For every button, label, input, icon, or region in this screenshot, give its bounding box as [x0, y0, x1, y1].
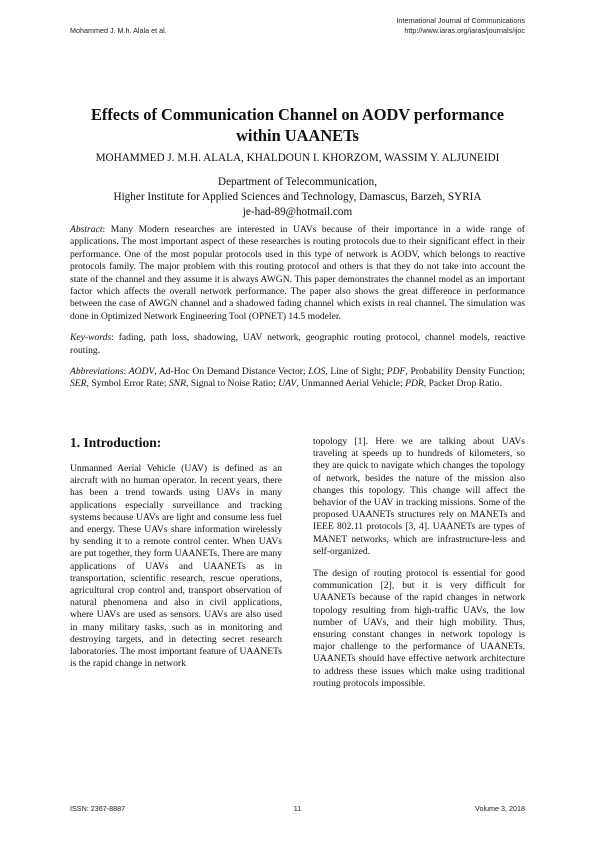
journal-name: International Journal of Communications	[396, 16, 525, 25]
abstract	[70, 224, 525, 323]
left-column	[70, 435, 282, 680]
abbreviation-definition: , Unmanned Aerial Vehicle;	[296, 378, 406, 390]
abbreviation-term: AODV	[128, 366, 155, 378]
abbreviation-definition: , Packet Drop Ratio.	[423, 378, 502, 390]
section-heading: 1. Introduction:	[70, 435, 162, 450]
affiliation	[70, 175, 525, 220]
abbreviation-term: SER	[70, 378, 87, 390]
volume: Volume 3, 2018	[475, 804, 525, 813]
paragraph: topology [1]. Here we are talking about UAVs traveling at speeds up to hundreds of kilometers, so they are quick to navigate which changes the topology of network, besides the nature of the mission also changes this topology. This change will affect the behavior of the UAV in tracking missions. Some of the proposed UAANETs structures rely on MANETs and IEEE 802.11 protocols [3, 4]. UAANETs are types of MANET networks, which are infrastructure-less and self-organized.	[313, 436, 525, 557]
paper-title: Effects of Communication Channel on AODV performance within UAANETs	[90, 105, 505, 145]
abstract-text: : Many Modern researches are interested in UAVs because of their importance in a wide range of applications. The most important aspect of these researches is routing protocols due to their significant effect in their performance. One of the most popular protocols used in this type of network is AODV, which belongs to reactive protocols family. The major problem with this routing protocol and others is that they do not take into account the state of the channel and they assume it is always AWGN. This paper demonstrates the channel model as an important factor which affects the overall network performance. The paper also shows the great difference in performance between the case of AWGN channel and a shadowed fading channel which exists in real channel. The simulation was done in Optimized Network Engineering Tool (OPNET) 14.5 modeler.	[70, 224, 525, 322]
page-header	[70, 16, 525, 38]
page-number: 11	[293, 804, 302, 813]
abbreviations-label: Abbreviations	[70, 366, 124, 378]
abbreviation-term: PDR	[405, 378, 424, 390]
abbreviation-term: UAV	[278, 378, 297, 390]
issn: ISSN: 2367-8887	[70, 804, 126, 813]
journal-info	[396, 16, 525, 36]
keywords-text: : fading, path loss, shadowing, UAV network, geographic routing protocol, channel models, reactive routing.	[70, 332, 525, 356]
abbreviation-term: PDF	[386, 366, 406, 378]
institute: Higher Institute for Applied Sciences and Technology, Damascus, Barzeh, SYRIA	[113, 191, 482, 203]
abbreviation-definition: , Ad-Hoc On Demand Distance Vector;	[154, 366, 309, 378]
abbreviation-definition: , Signal to Noise Ratio;	[185, 378, 279, 390]
abbreviations-list	[70, 366, 525, 389]
paragraph: Unmanned Aerial Vehicle (UAV) is defined as an aircraft with no human operator. In recent years, there has been a trend towards using UAVs in many applications especially surveillance and tracking systems because UAVs are light and consume less fuel and energy. These UAVs share information wirelessly by sending it to a remote control center. When UAVs are put together, they form UAANETs. There are many applications of UAVs and UAANETs as in transportation, scientific research, rescue operations, agricultural crop control and, transport observation of natural phenomena and also in civil applications, where UAVs are used as sensors. UAVs are also used in many military tasks, such as in monitoring and destroying targets, and in detecting secret research laboratories. The most important feature of UAANETs is the rapid change in network	[70, 463, 282, 670]
author-list: MOHAMMED J. M.H. ALALA, KHALDOUN I. KHORZOM, WASSIM Y. ALJUNEIDI	[95, 152, 500, 164]
department: Department of Telecommunication,	[217, 176, 377, 188]
abbreviation-definition: , Line of Sight;	[325, 366, 387, 378]
abbreviation-definition: , Symbol Error Rate;	[86, 378, 169, 390]
abbreviation-term: LOS	[308, 366, 326, 378]
paragraph: The design of routing protocol is essential for good communication [2], but it is very difficult for UAANETs because of the rapid changes in network topology resulting from high-traffic UAVs, the low number of UAVs, and their high mobility. Thus, ensuring constant changes in network topology is major challenge to the performance of UAANETs. UAANETs should have effective network architecture to address these issues which make using traditional routing protocols impossible.	[313, 568, 525, 689]
page-footer	[70, 804, 525, 816]
keywords-label: Key-words	[70, 332, 112, 344]
journal-url[interactable]: http://www.iaras.org/iaras/journals/ijoc	[404, 26, 525, 35]
abbreviation-term: SNR	[168, 378, 186, 390]
abbreviation-definition: , Probability Density Function;	[405, 366, 525, 378]
email[interactable]: je-had-89@hotmail.com	[242, 206, 353, 218]
abstract-block	[70, 224, 525, 400]
keywords	[70, 332, 525, 357]
abstract-label: Abstract	[70, 224, 103, 235]
running-head-authors: Mohammed J. M.h. Alala et al.	[70, 26, 167, 35]
abbreviations: Abbreviations: AODV, Ad-Hoc On Demand Distance Vector; LOS, Line of Sight; PDF, Probability Density Function; SER, Symbol Error Rate; SNR, Signal to Noise Ratio; UAV, Unmanned Aerial Vehicle; PDR, Packet Drop Ratio.	[70, 366, 525, 390]
right-column	[313, 436, 525, 700]
